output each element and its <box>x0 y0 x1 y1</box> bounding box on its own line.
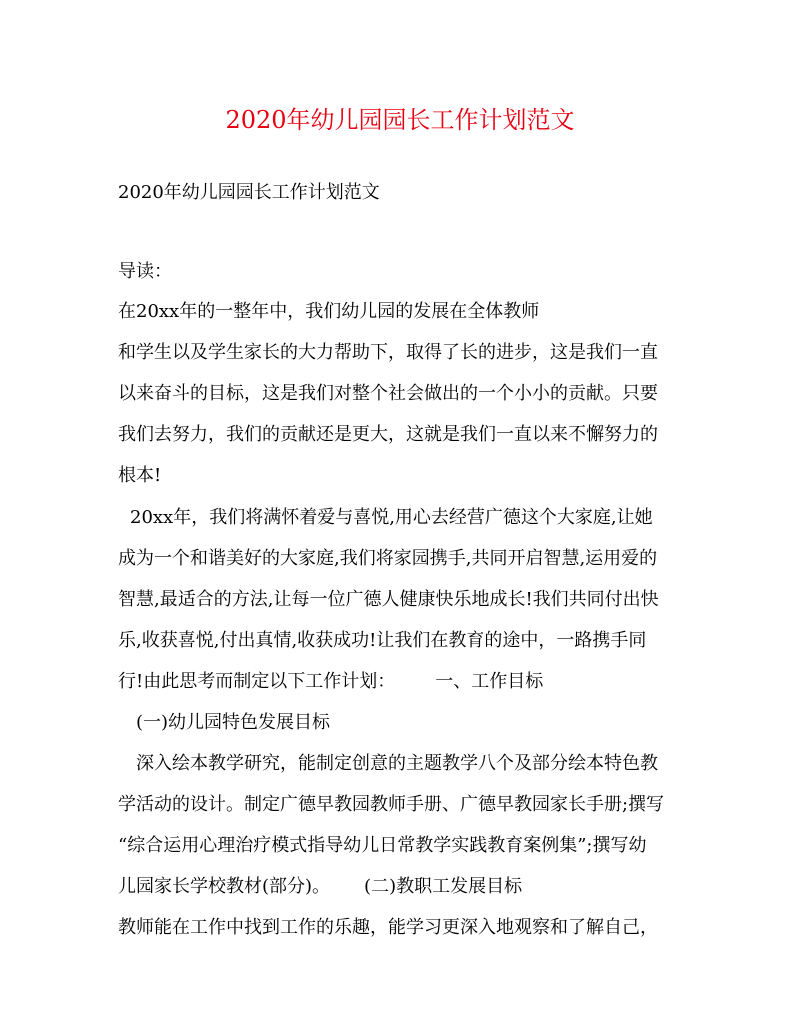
subsection-heading: (二)教职工发展目标 <box>364 876 523 897</box>
body-line-text: 儿园家长学校教材(部分)。 <box>118 876 331 897</box>
body-line: 在20xx年的一整年中，我们幼儿园的发展在全体教师 <box>118 301 540 322</box>
body-line: 学活动的设计。制定广德早教园教师手册、广德早教园家长手册;撰写 <box>118 794 665 815</box>
body-line <box>118 872 522 902</box>
section-heading-goals: 一、工作目标 <box>435 671 544 692</box>
body-line: 以来奋斗的目标，这是我们对整个社会做出的一个小小的贡献。只要 <box>118 383 658 404</box>
body-line-text: 行!由此思考而制定以下工作计划： <box>118 671 396 692</box>
subsection-heading: (一)幼儿园特色发展目标 <box>136 712 331 733</box>
body-line: 20xx年，我们将满怀着爱与喜悦,用心去经营广德这个大家庭,让她 <box>130 507 653 528</box>
body-line: 和学生以及学生家长的大力帮助下，取得了长的进步，这是我们一直 <box>118 342 658 363</box>
body-line: 我们去努力，我们的贡献还是更大，这就是我们一直以来不懈努力的 <box>118 424 658 445</box>
intro-label: 导读： <box>118 261 172 282</box>
body-line: 根本! <box>118 465 162 486</box>
document-title: 2020年幼儿园园长工作计划范文 <box>225 106 575 134</box>
body-line: 成为一个和谐美好的大家庭,我们将家园携手,共同开启智慧,运用爱的 <box>118 548 658 569</box>
body-line: 教师能在工作中找到工作的乐趣，能学习更深入地观察和了解自己， <box>118 917 658 938</box>
body-line: 智慧,最适合的方法,让每一位广德人健康快乐地成长!我们共同付出快 <box>118 589 659 610</box>
document-subtitle: 2020年幼儿园园长工作计划范文 <box>118 182 380 203</box>
body-line: 乐,收获喜悦,付出真情,收获成功!让我们在教育的途中，一路携手同 <box>118 630 647 651</box>
body-line: “综合运用心理治疗模式指导幼儿日常教学实践教育案例集”;撰写幼 <box>118 835 647 856</box>
body-line <box>118 667 543 697</box>
body-line: 深入绘本教学研究，能制定创意的主题教学八个及部分绘本特色教 <box>136 753 658 774</box>
